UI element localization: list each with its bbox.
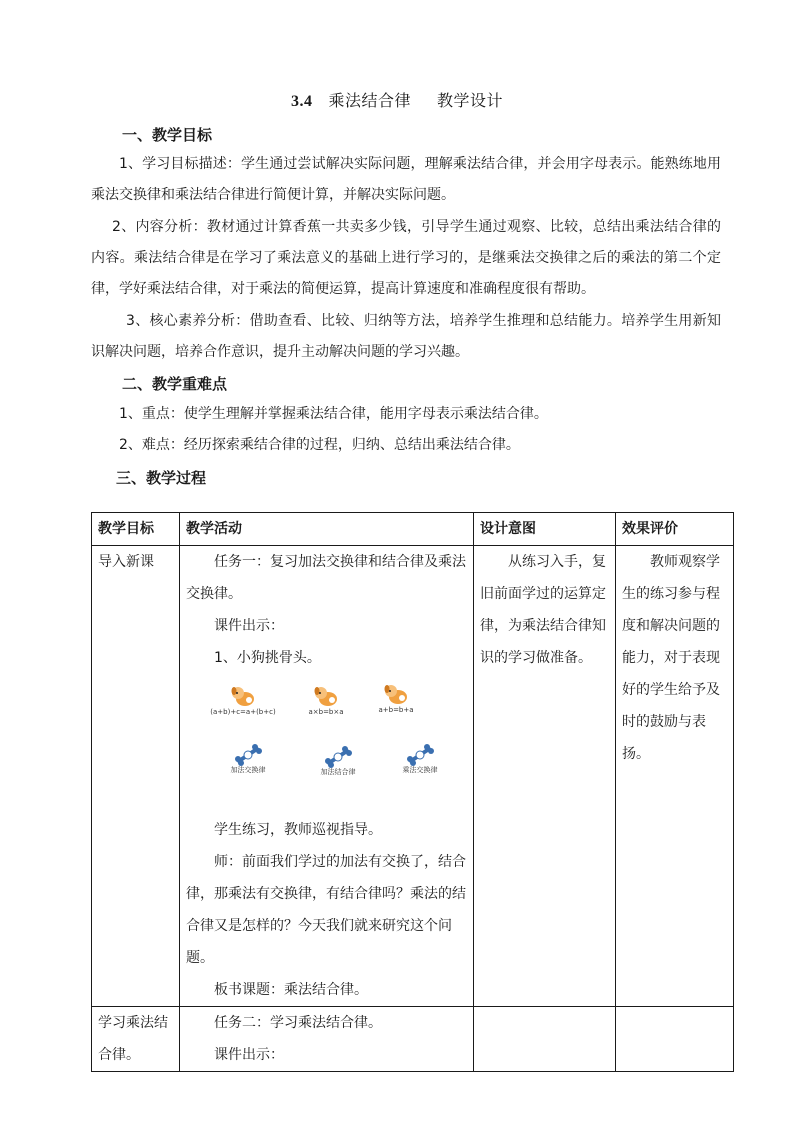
dog-icon — [312, 684, 340, 708]
header-intent: 设计意图 — [474, 513, 616, 546]
courseware-label: 课件出示： — [214, 618, 284, 634]
teacher-remark: 师：前面我们学过的加法有交换了，结合律，那乘法有交换律，有结合律吗？乘法的结合律又是怎样的？今天我们就来研究这个问题。 — [186, 854, 466, 966]
dog-figure — [366, 682, 426, 715]
header-evaluation: 效果评价 — [616, 513, 734, 546]
bone-figure — [218, 744, 278, 775]
header-activity: 教学活动 — [180, 513, 474, 546]
dog-label: (a+b)+c=a+(b+c) — [210, 708, 276, 716]
key-points-paragraph-1: 1、重点：使学生理解并掌握乘法结合律，能用字母表示乘法结合律。 — [119, 406, 548, 422]
dog-figure — [208, 684, 278, 717]
row1-intent: 从练习入手，复旧前面学过的运算定律，为乘法结合律知识的学习做准备。 — [474, 546, 616, 1007]
section-heading-key-points: 二、教学重难点 — [122, 375, 228, 393]
bone-icon — [406, 744, 434, 766]
row2-goal: 学习乘法结合律。 — [92, 1007, 180, 1072]
row2-intent — [474, 1007, 616, 1072]
row2-courseware-label: 课件出示： — [214, 1047, 284, 1063]
lesson-topic: 乘法结合律 — [328, 91, 411, 110]
dog-icon — [382, 682, 410, 706]
bone-figure — [308, 746, 368, 777]
page-title — [0, 88, 794, 111]
dog-icon — [229, 684, 257, 708]
header-goal: 教学目标 — [92, 513, 180, 546]
key-points-paragraph-2: 2、难点：经历探索乘结合律的过程，归纳、总结出乘法结合律。 — [119, 437, 520, 453]
section-heading-process: 三、教学过程 — [116, 469, 207, 487]
lesson-number: 3.4 — [290, 93, 313, 110]
bone-label: 加法结合律 — [320, 768, 356, 776]
row2-activity — [180, 1007, 474, 1072]
row1-activity — [180, 546, 474, 1007]
goals-paragraph-2: 2、内容分析：教材通过计算香蕉一共卖多少钱，引导学生通过观察、比较，总结出乘法结合律的内容。乘法结合律是在学习了乘法意义的基础上进行学习的，是继乘法交换律之后的乘法的第二个定律，学好乘法结合律，对于乘法的简便运算，提高计算速度和准确程度很有帮助。 — [91, 219, 721, 297]
practice-note: 学生练习，教师巡视指导。 — [214, 822, 382, 838]
bone-figure — [390, 744, 450, 775]
bone-icon — [324, 746, 352, 768]
dog-figure — [296, 684, 356, 717]
row1-goal-text: 导入新课 — [98, 554, 154, 570]
task-two: 任务二：学习乘法结合律。 — [214, 1015, 382, 1031]
process-table — [91, 512, 734, 1072]
bone-label: 加法交换律 — [230, 766, 266, 774]
row1-evaluation: 教师观察学生的练习参与程度和解决问题的能力，对于表现好的学生给予及时的鼓励与表扬。 — [616, 546, 734, 1007]
dog-label: a×b=b×a — [308, 708, 344, 716]
dog-label: a+b=b+a — [378, 706, 414, 714]
goals-paragraph-1: 1、学习目标描述：学生通过尝试解决实际问题，理解乘法结合律，并会用字母表示。能熟练地用乘法交换律和乘法结合律进行简便计算，并解决实际问题。 — [91, 156, 721, 203]
row1-goal — [92, 546, 180, 1007]
dog-bone-illustration — [186, 674, 467, 814]
dog-bone-item: 1、小狗挑骨头。 — [214, 650, 321, 666]
bone-icon — [234, 744, 262, 766]
board-title: 板书课题：乘法结合律。 — [214, 982, 368, 998]
goals-paragraph-3: 3、核心素养分析：借助查看、比较、归纳等方法，培养学生推理和总结能力。培养学生用新知识解决问题，培养合作意识，提升主动解决问题的学习兴趣。 — [91, 313, 721, 360]
task-one: 任务一：复习加法交换律和结合律及乘法交换律。 — [186, 554, 466, 602]
lesson-type: 教学设计 — [437, 91, 504, 110]
table-row — [92, 546, 734, 1007]
table-header-row — [92, 513, 734, 546]
table-row — [92, 1007, 734, 1072]
bone-label: 乘法交换律 — [402, 766, 438, 774]
section-heading-goals: 一、教学目标 — [122, 126, 213, 144]
row2-evaluation — [616, 1007, 734, 1072]
